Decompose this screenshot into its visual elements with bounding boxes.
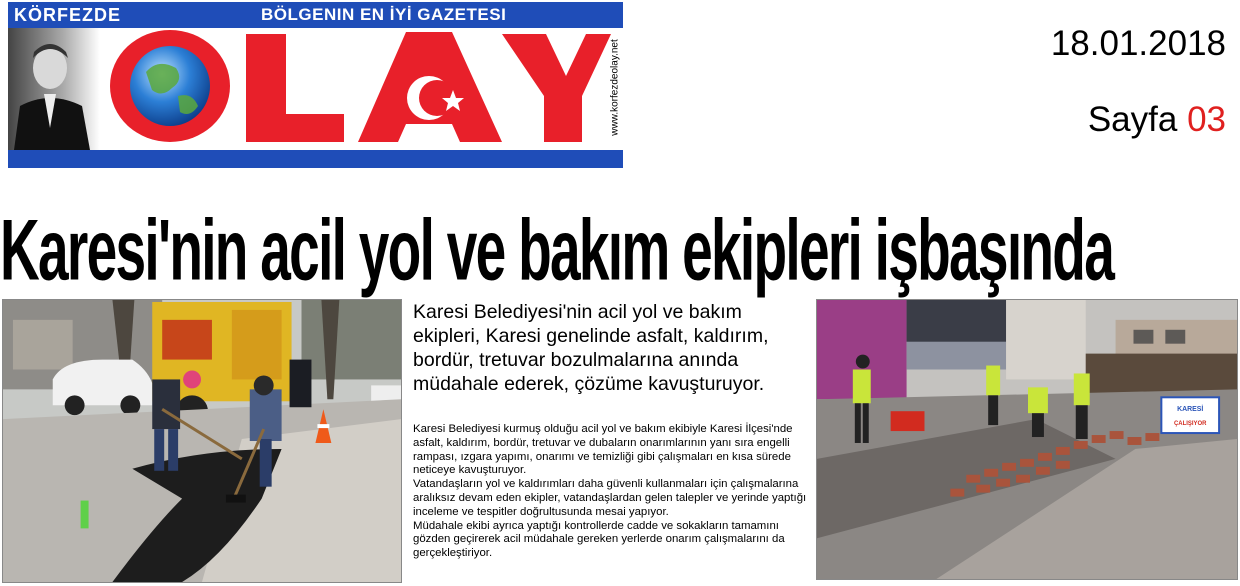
website-url-vertical [604,32,623,148]
photo-sidewalk-repair [816,299,1238,580]
page-indicator [1088,100,1226,140]
page-number: 03 [1187,100,1226,139]
olay-logo [106,28,611,150]
article-paragraph: Vatandaşların yol ve kaldırımları daha güvenli kullanmaları için çalışmalarına aralıksız devam eden ekipler, vatandaşlardan gelen talepler ve yerinde yaptığı inceleme ve tespitler doğrultusunda mesai yapıyor. [413,478,807,518]
article-paragraph: Karesi Belediyesi kurmuş olduğu acil yol ve bakım ekibiyle Karesi İlçesi'nde asfalt, kaldırım, bordür, tretuvar ve dubaların onarımlarının yanı sıra engelli rampası, ızgara yapımı, onarımı ve temizliği gibi çalışmaları en kısa sürede neticeye kavuşturuyor. [413,423,793,477]
article-lead: Karesi Belediyesi'nin acil yol ve bakım ekipleri, Karesi genelinde asfalt, kaldırım, bordür, tretuvar bozulmalarına anında müdahale ederek, çözüme kavuşturuyor. [413,301,769,395]
article-paragraph: Müdahale ekibi ayrıca yaptığı kontrollerde cadde ve sokakların tamamını gözden geçirerek acil müdahale gereken yerlerde onarım çalışmalarını da gerçekleştiriyor. [413,519,785,560]
portrait-image [8,28,100,150]
website-url: www.korfezdeolay.net [609,39,621,136]
photo-road-repair-asphalt [2,299,402,583]
article-headline: Karesi'nin acil yol ve bakım ekipleri işbaşında [0,201,1114,299]
masthead-region: KÖRFEZDE [14,5,121,25]
masthead-slogan: BÖLGENIN EN İYİ GAZETESI [261,5,507,24]
sign-text-line2: ÇALIŞIYOR [1173,421,1207,428]
newspaper-masthead [8,2,623,168]
article-body [413,423,813,561]
sign-text-line1: KARESİ [1177,406,1204,414]
issue-date: 18.01.2018 [1050,24,1226,63]
masthead-bottom-bar [8,150,623,168]
page-label: Sayfa [1087,100,1178,139]
masthead-top-bar [8,2,623,28]
